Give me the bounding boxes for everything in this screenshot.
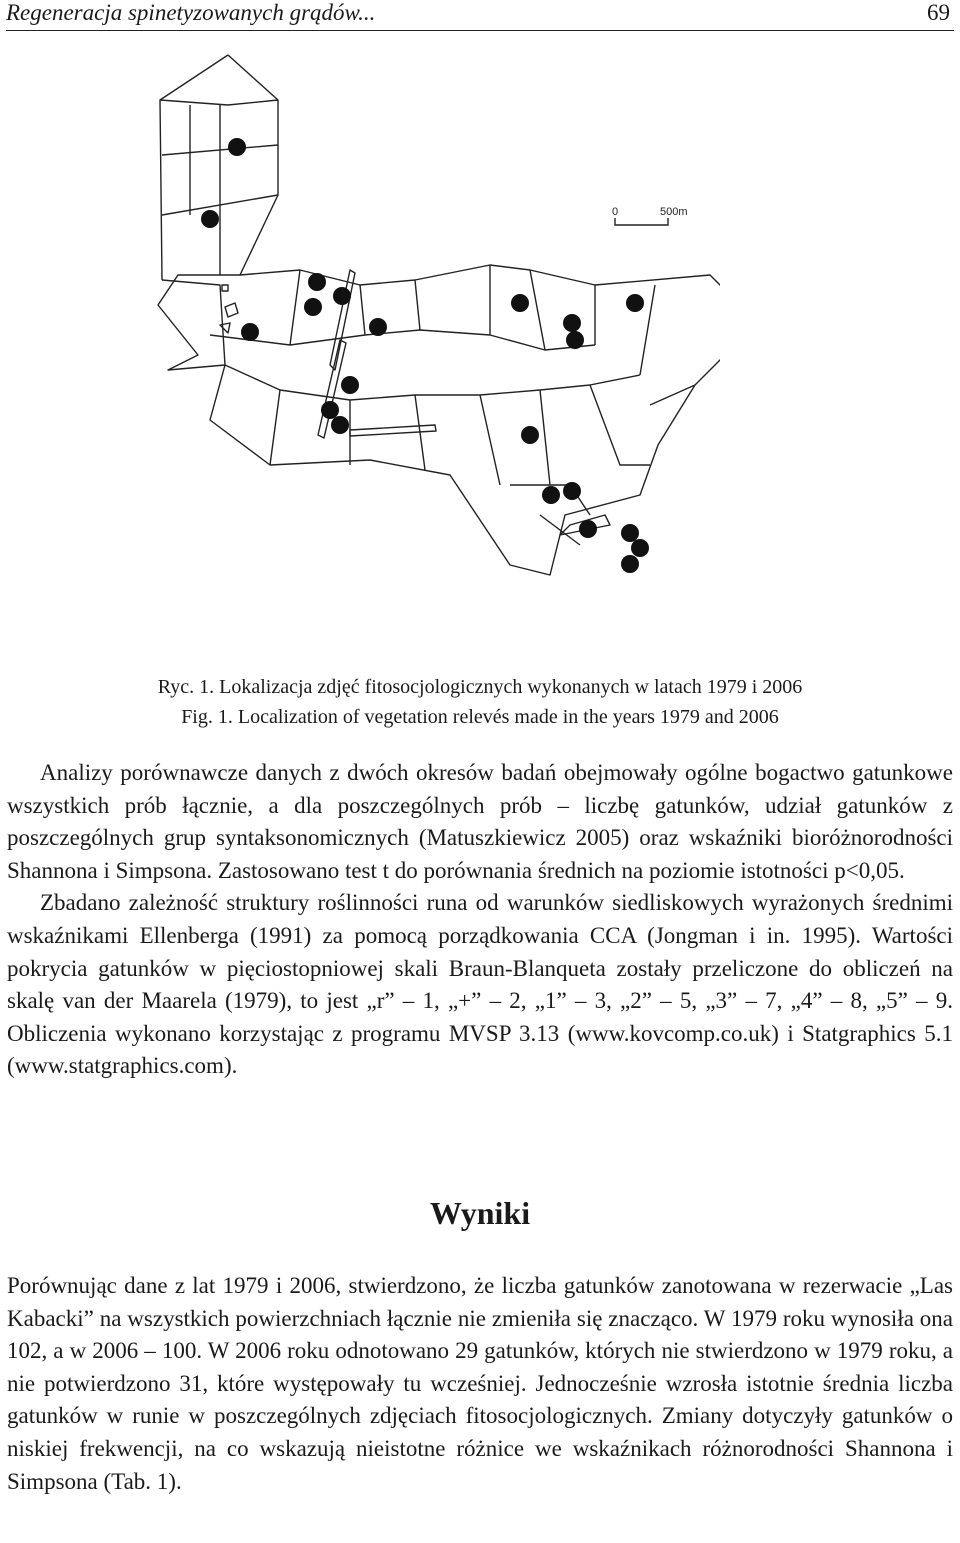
relevé-point xyxy=(563,314,581,332)
grid-line xyxy=(160,100,278,105)
grid-line xyxy=(270,390,280,465)
relevé-point xyxy=(341,376,359,394)
road-strip xyxy=(330,270,355,370)
boundary-west xyxy=(160,55,228,280)
figure-caption-pl: Ryc. 1. Lokalizacja zdjęć fitosocjologicznych wykonanych w latach 1979 i 2006 xyxy=(157,676,803,698)
reserve-boundary xyxy=(158,55,720,575)
relevé-point xyxy=(621,524,639,542)
relevé-point xyxy=(331,416,349,434)
building xyxy=(220,323,230,333)
grid-line xyxy=(530,270,545,350)
relevé-point xyxy=(542,486,560,504)
relevé-point xyxy=(308,273,326,291)
scale-label-end: 500m xyxy=(660,206,688,218)
relevé-point xyxy=(511,294,529,312)
section-heading: Wyniki xyxy=(429,1195,531,1231)
grid-line xyxy=(540,515,580,545)
relevé-points xyxy=(201,138,720,573)
figure-caption-en: Fig. 1. Localization of vegetation relevés made in the years 1979 and 2006 xyxy=(181,706,779,728)
relevé-point xyxy=(631,539,649,557)
relevé-point xyxy=(321,401,339,419)
page-number: 69 xyxy=(927,0,950,25)
relevé-point xyxy=(304,298,322,316)
grid-line xyxy=(225,365,640,400)
methods-section xyxy=(7,757,953,1083)
running-head xyxy=(6,0,954,31)
relevé-point xyxy=(621,555,639,573)
grid-line xyxy=(210,330,595,350)
grid-line xyxy=(540,390,550,485)
compartment-lines xyxy=(158,55,720,575)
scale-label-start: 0 xyxy=(612,206,619,218)
building xyxy=(225,303,238,317)
relevé-point xyxy=(521,426,539,444)
relevé-point xyxy=(228,138,246,156)
grid-line xyxy=(415,280,420,330)
paragraph: Zbadano zależność struktury roślinności runa od warunków siedliskowych wyrażonych średnimi wskaźnikami Ellenberga (1991) za pomocą porządkowania CCA (Jongman i in. 1995). Wartości pokrycia gatunków w pięciostopniowej skali Braun-Blanqueta zostały przeliczone do obliczeń na skalę van der Maarela (1979), to jest „r” – 1, „+” – 2, „1” – 3, „2” – 5, „3” – 7, „4” – 8, „5” – 9. Obliczenia wykonano korzystając z programu MVSP 3.13 (www.kovcomp.co.uk) i Statgraphics 5.1 (www.statgraphics.com). xyxy=(7,890,953,1079)
relevé-point xyxy=(201,210,219,228)
grid-line xyxy=(590,385,650,465)
road-strip xyxy=(350,425,436,436)
results-section xyxy=(7,1270,953,1498)
scale-bar xyxy=(612,206,688,225)
grid-line xyxy=(480,395,500,485)
paragraph: Porównując dane z lat 1979 i 2006, stwierdzono, że liczba gatunków zanotowana w rezerwacie „Las Kabacki” na wszystkich powierzchniach łącznie nie zmieniła się znacząco. W 1979 roku wynosiła ona 102, a w 2006 – 100. W 2006 roku odnotowano 29 gatunków, których nie stwierdzono w 1979 roku, a nie potwierdzono 31, które występowały tu wcześniej. Jednocześnie wzrosła istotnie średnia liczba gatunków w runie w poszczególnych zdjęciach fitosocjologicznych. Zmiany dotyczyły gatunków o niskiej frekwencji, na co wskazują nieistotne różnice we wskaźnikach różnorodności Shannona i Simpsona (Tab. 1). xyxy=(7,1273,953,1494)
relevé-point xyxy=(333,287,351,305)
building xyxy=(222,285,228,291)
reserve-map-figure xyxy=(150,45,720,585)
relevé-point xyxy=(579,520,597,538)
relevé-point xyxy=(566,331,584,349)
relevé-point xyxy=(626,294,644,312)
relevé-point xyxy=(241,323,259,341)
relevé-point xyxy=(563,482,581,500)
paragraph: Analizy porównawcze danych z dwóch okresów badań obejmowały ogólne bogactwo gatunkowe wszystkich prób łącznie, a dla poszczególnych prób – liczbę gatunków, udział gatunków z poszczególnych grup syntaksonomicznych (Matuszkiewicz 2005) oraz wskaźniki bioróżnorodności Shannona i Simpsona. Zastosowano test t do porównania średnich na poziomie istotności p<0,05. xyxy=(7,760,953,883)
grid-line xyxy=(290,270,300,345)
running-title: Regeneracja spinetyzowanych grądów... xyxy=(6,0,376,25)
relevé-point xyxy=(369,318,387,336)
grid-line xyxy=(360,285,365,335)
